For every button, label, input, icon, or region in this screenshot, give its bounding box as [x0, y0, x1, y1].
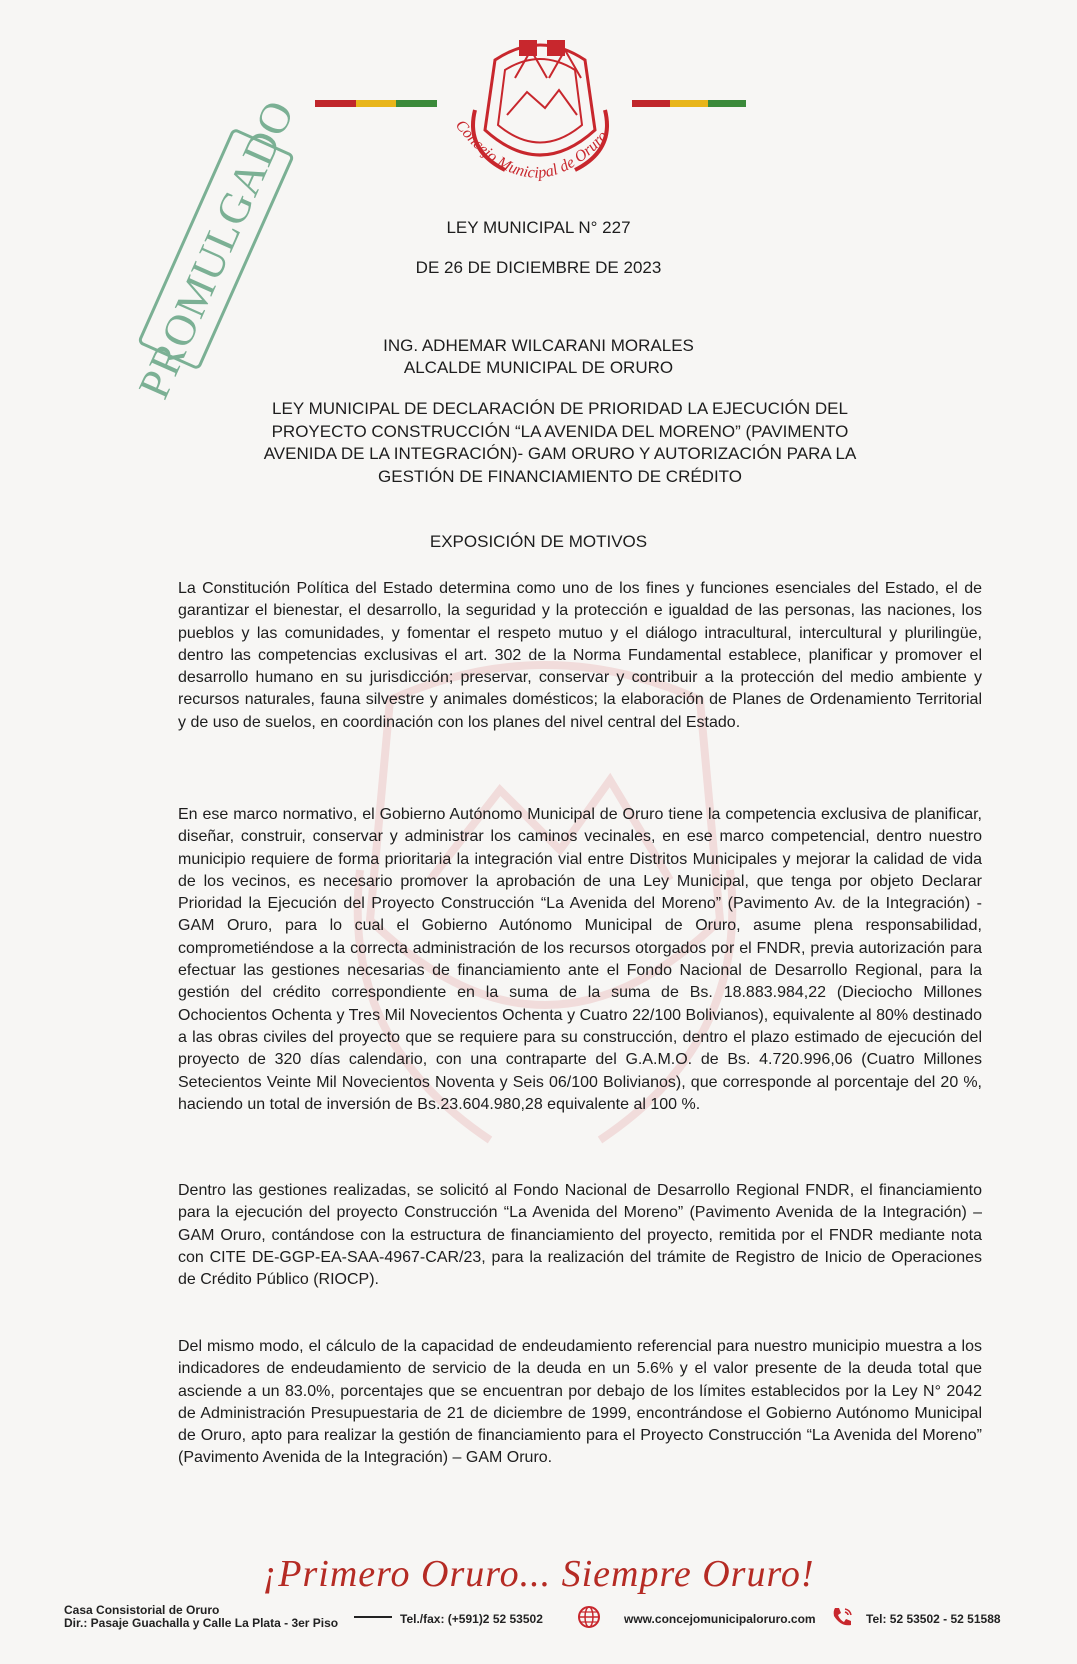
paragraph: En ese marco normativo, el Gobierno Autónomo Municipal de Oruro tiene la competencia exclusiva de planificar, diseñar, construir, conservar y administrar los caminos vecinales, en ese marco competencial, dentro nuestro municipio requiere de forma prioritaria la integración vial entre Distritos Municipales y mejorar la calidad de vida de los vecinos, es necesario promover la aprobación de una Ley Municipal, que tenga por objeto Declarar Prioridad la Ejecución del Proyecto Construcción “La Avenida del Moreno” (Pavimento Av. de la Integración) - GAM Oruro, para lo cual el Gobierno Autónomo Municipal de Oruro, asume plena responsabilidad, comprometiéndose a la correcta administración de los recursos otorgados por el FNDR, previa autorización para efectuar las gestiones necesarias de financiamiento ante el Fondo Nacional de Desarrollo Regional, para la gestión del crédito correspondiente en la suma de la suma de Bs. 18.883.984,22 (Dieciocho Millones Ochocientos Ochenta y Tres Mil Novecientos Ochenta y Cuatro 22/100 Bolivianos), equivalente al 80% destinado a las obras civiles del proyecto que se requiere para su construcción, dentro el plazo estimado de ejecución del proyecto de 320 días calendario, con una contraparte del G.A.M.O. de Bs. 4.720.996,06 (Cuatro Millones Setecientos Veinte Mil Novecientos Noventa y Seis 06/100 Bolivianos), que corresponde al porcentaje del 20 %, haciendo un total de inversión de Bs.23.604.980,28 equivalente al 100 %.: [178, 806, 982, 1113]
globe-icon: [576, 1604, 602, 1630]
concejo-seal-logo: [435, 20, 645, 210]
paragraph: Del mismo modo, el cálculo de la capacidad de endeudamiento referencial para nuestro municipio muestra a los indicadores de endeudamiento de servicio de la deuda en un 5.6% y el valor presente de la deuda total que asciende a un 83.0%, porcentajes que se encuentran por debajo de los límites establecidos por la Ley N° 2042 de Administración Presupuestaria de 21 de diciembre de 1999, encontrándose el Gobierno Autónomo Municipal de Oruro, apto para realizar la gestión de financiamiento para el Proyecto Construcción “La Avenida del Moreno” (Pavimento Avenida de la Integración) – GAM Oruro.: [178, 1338, 982, 1467]
footer-divider: [354, 1616, 392, 1618]
law-title: LEY MUNICIPAL DE DECLARACIÓN DE PRIORIDAD LA EJECUCIÓN DEL PROYECTO CONSTRUCCIÓN “LA AVENIDA DEL MORENO” (PAVIMENTO AVENIDA DE LA INTEGRACIÓN)- GAM ORURO Y AUTORIZACIÓN PARA LA GESTIÓN DE FINANCIAMIENTO DE CRÉDITO: [263, 399, 857, 486]
law-number: LEY MUNICIPAL N° 227: [446, 218, 631, 237]
paragraph: La Constitución Política del Estado determina como uno de los fines y funciones esenciales del Estado, el de garantizar el bienestar, el desarrollo, la seguridad y la protección e igualdad de las personas, las naciones, los pueblos y las comunidades, y fomentar el respeto mutuo y el diálogo intracultural, intercultural y plurilingüe, dentro las competencias exclusivas el art. 302 de la Norma Fundamental establece, planificar y promover el desarrollo humano en su jurisdicción; preservar, conservar y contribuir a la protección del medio ambiente y recursos naturales, fauna silvestre y animales domésticos; la elaboración de Planes de Ordenamiento Territorial y de uso de suelos, en coordinación con los planes del nivel central del Estado.: [178, 580, 982, 731]
stamp-text: PROMULGADO: [128, 92, 304, 406]
law-date: DE 26 DE DICIEMBRE DE 2023: [415, 258, 662, 277]
flag-stripe-right: [632, 100, 746, 107]
footer: [64, 1602, 1044, 1642]
footer-phones: Tel: 52 53502 - 52 51588: [866, 1612, 1001, 1626]
phone-icon: [829, 1604, 855, 1630]
address-line-1: Casa Consistorial de Oruro: [64, 1603, 220, 1617]
section-title: EXPOSICIÓN DE MOTIVOS: [429, 532, 648, 551]
footer-telfax: Tel./fax: (+591)2 52 53502: [400, 1612, 543, 1626]
mayor-name: ING. ADHEMAR WILCARANI MORALES: [383, 336, 694, 355]
footer-address: [64, 1604, 338, 1630]
flag-stripe-left: [315, 100, 437, 107]
mayor-title: ALCALDE MUNICIPAL DE ORURO: [403, 358, 674, 377]
paragraph: Dentro las gestiones realizadas, se solicitó al Fondo Nacional de Desarrollo Regional FNDR, el financiamiento para la ejecución del proyecto Construcción “La Avenida del Moreno” (Pavimento Avenida de la Integración) – GAM Oruro, contándose con la estructura de financiamiento del proyecto, remitida por el FNDR mediante nota con CITE DE-GGP-EA-SAA-4967-CAR/23, para la realización del trámite de Registro de Inicio de Operaciones de Crédito Público (RIOCP).: [178, 1182, 982, 1289]
motto: ¡Primero Oruro... Siempre Oruro!: [262, 1553, 815, 1595]
seal-text: Concejo Municipal de Oruro: [451, 116, 612, 182]
address-line-2: Dir.: Pasaje Guachalla y Calle La Plata - 3er Piso: [64, 1616, 339, 1630]
svg-text:Concejo Municipal de Oruro: [452, 117, 611, 182]
footer-website[interactable]: www.concejomunicipaloruro.com: [624, 1612, 816, 1626]
promulgado-stamp: [128, 92, 304, 406]
